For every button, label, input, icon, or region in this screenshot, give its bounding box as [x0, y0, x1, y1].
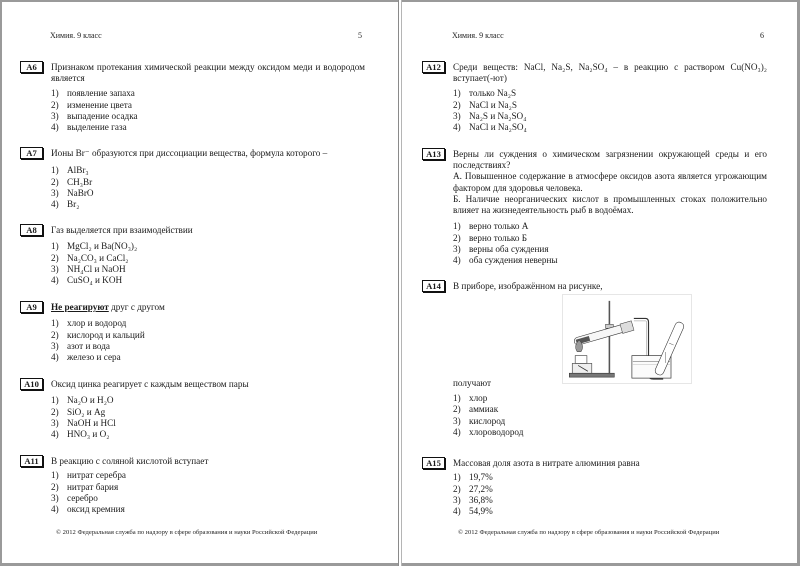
answer-option[interactable]: 4) HNO₃ и O₂: [51, 429, 110, 440]
task-a13: [422, 149, 767, 266]
task-number: A15: [422, 457, 445, 469]
task-number: A10: [20, 378, 43, 390]
answer-option[interactable]: 1) хлор: [453, 393, 488, 403]
statement-a: А. Повышенное содержание в атмосфере оксидов азота является угрожающим фактором для здоровья человека.: [453, 171, 767, 193]
answer-option[interactable]: 3) серебро: [51, 492, 98, 503]
answer-option[interactable]: 4) CuSO₄ и KOH: [51, 275, 123, 286]
task-a8: [20, 225, 365, 286]
answer-option[interactable]: 3) выпадение осадка: [51, 111, 138, 121]
task-number: A9: [20, 301, 43, 313]
answer-option[interactable]: 3) NH₄Cl и NaOH: [51, 263, 126, 274]
answer-option[interactable]: 4) оксид кремния: [51, 504, 125, 515]
answer-option[interactable]: 1) верно только А: [453, 221, 529, 232]
answer-option[interactable]: 3) азот и вода: [51, 340, 111, 351]
answer-option[interactable]: 2) SiO₂ и Ag: [51, 406, 106, 417]
answer-option[interactable]: 1) только Na₂S: [453, 88, 517, 99]
task-number: A11: [20, 455, 43, 467]
answer-options: [453, 88, 767, 133]
answer-options: [51, 241, 365, 286]
task-question: В реакцию с соляной кислотой вступает: [51, 456, 209, 466]
answer-option[interactable]: 4) NaCl и Na₂SO₄: [453, 122, 527, 133]
task-question: Среди веществ: NaCl, Na₂S, Na₂SO₄ – в реакцию с раствором Cu(NO₃)₂ вступает(-ют): [453, 62, 767, 84]
task-number: A14: [422, 280, 445, 292]
task-question: Газ выделяется при взаимодействии: [51, 225, 193, 235]
question-emphasis: Не реагируют: [51, 302, 109, 312]
answer-option[interactable]: 1) MgCl₂ и Ba(NO₃)₂: [51, 241, 138, 252]
answer-options: [51, 395, 365, 440]
answer-option[interactable]: 2) кислород и кальций: [51, 329, 145, 340]
task-a10: [20, 379, 365, 440]
answer-option[interactable]: 2) CH₃Br: [51, 176, 93, 187]
answer-option[interactable]: 3) NaBrO: [51, 187, 94, 198]
answer-option[interactable]: 1) нитрат серебра: [51, 470, 126, 481]
page-6: [402, 0, 800, 566]
task-number: A6: [20, 61, 43, 73]
page-number: 5: [358, 31, 362, 40]
answer-option[interactable]: 4) хлороводород: [453, 426, 524, 437]
answer-option[interactable]: 2) NaCl и Na₂S: [453, 99, 517, 110]
task-question: Оксид цинка реагирует с каждым веществом пары: [51, 379, 249, 389]
task-a11: [20, 456, 365, 515]
page-header: [50, 31, 362, 40]
answer-option[interactable]: 2) 27,2%: [453, 483, 493, 494]
answer-option[interactable]: 2) аммиак: [453, 404, 499, 415]
task-question-continuation: получают: [453, 378, 492, 388]
answer-option[interactable]: 1) Na₂O и H₂O: [51, 395, 114, 406]
answer-option[interactable]: 2) изменение цвета: [51, 99, 132, 110]
task-number: A7: [20, 147, 43, 159]
task-number: A13: [422, 148, 445, 160]
answer-option[interactable]: 3) верны оба суждения: [453, 243, 549, 254]
task-question: Ионы Br⁻ образуются при диссоциации вещества, формула которого –: [51, 148, 328, 158]
answer-options: [453, 472, 767, 517]
answer-options: [51, 318, 365, 363]
task-question: Не реагируют друг с другом: [51, 302, 165, 312]
page-header: [452, 31, 764, 40]
answer-option[interactable]: 1) AlBr₃: [51, 165, 89, 176]
answer-options: [51, 88, 365, 133]
answer-option[interactable]: 4) 54,9%: [453, 506, 493, 517]
answer-option[interactable]: 4) оба суждения неверны: [453, 255, 558, 266]
page-5: [0, 0, 398, 566]
task-number: A8: [20, 224, 43, 236]
page-footer: © 2012 Федеральная служба по надзору в сфере образования и науки Российской Федерации: [458, 529, 720, 536]
task-a7: [20, 148, 365, 210]
task-number: A12: [422, 61, 445, 73]
task-a6: [20, 62, 365, 134]
answer-option[interactable]: 2) нитрат бария: [51, 481, 119, 492]
answer-option[interactable]: 4) железо и сера: [51, 352, 121, 363]
header-title: Химия. 9 класс: [452, 31, 504, 40]
page-footer: © 2012 Федеральная служба по надзору в сфере образования и науки Российской Федерации: [56, 529, 318, 536]
page-number: 6: [760, 31, 764, 40]
answer-option[interactable]: 1) хлор и водород: [51, 318, 127, 329]
answer-option[interactable]: 2) Na₂CO₃ и CaCl₂: [51, 252, 129, 263]
task-question: Массовая доля азота в нитрате алюминия равна: [453, 458, 640, 468]
answer-option[interactable]: 3) кислород: [453, 415, 506, 426]
answer-options: [51, 165, 365, 210]
answer-options: [453, 393, 523, 438]
answer-option[interactable]: 3) 36,8%: [453, 494, 493, 505]
answer-option[interactable]: 2) верно только Б: [453, 232, 528, 243]
statement-b: Б. Наличие неорганических кислот в промышленных стоках положительно влияет на жизнедеятельность рыб в водоёмах.: [453, 193, 767, 216]
answer-option[interactable]: 1) 19,7%: [453, 472, 493, 483]
answer-option[interactable]: 3) NaOH и HCl: [51, 417, 116, 428]
task-question: Признаком протекания химической реакции между оксидом меди и водородом является: [51, 62, 365, 84]
task-a14: [422, 281, 767, 437]
task-a12: [422, 62, 767, 134]
answer-option[interactable]: 1) появление запаха: [51, 88, 135, 99]
task-question: В приборе, изображённом на рисунке,: [453, 281, 603, 291]
answer-option[interactable]: 4) выделение газа: [51, 122, 127, 133]
answer-options: [51, 470, 365, 515]
lab-apparatus-figure: [562, 294, 692, 384]
task-a15: [422, 458, 767, 517]
lab-apparatus-icon: [563, 295, 691, 383]
answer-options: [453, 221, 767, 266]
answer-option[interactable]: 4) Br₂: [51, 199, 80, 210]
header-title: Химия. 9 класс: [50, 31, 102, 40]
answer-option[interactable]: 3) Na₂S и Na₂SO₄: [453, 111, 527, 121]
task-question: Верны ли суждения о химическом загрязнении окружающей среды и его последствиях? А. Повышенное содержание в атмосфере оксидов азота является угрожающим фактором для здоровья человека. Б. Наличие неорганических кислот в промышленных стоках положительно влияет на жизнедеятельность рыб в водоёмах.: [453, 149, 767, 216]
task-a9: [20, 302, 365, 363]
